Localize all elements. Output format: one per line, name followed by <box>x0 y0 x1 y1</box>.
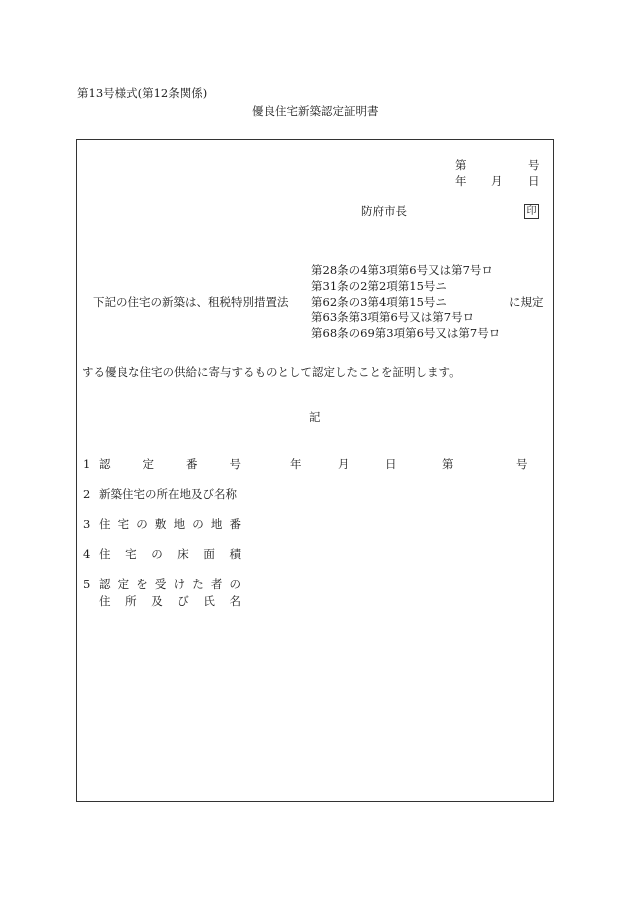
item5-label-char: け <box>173 577 186 591</box>
item5-label-line1 <box>99 579 241 591</box>
form-number: 第13号様式(第12条関係) <box>77 86 208 100</box>
item4-label-char: 住 <box>99 547 111 561</box>
item5-label-char: 名 <box>229 594 241 608</box>
item5-label-char: 受 <box>154 577 167 591</box>
item1-label <box>99 459 241 471</box>
item1-year: 年 <box>290 457 302 471</box>
item3-label-char: の <box>192 517 204 531</box>
issue-number-go: 号 <box>528 158 540 172</box>
law-ref-1: 第28条の4第3項第6号又は第7号ロ <box>311 263 493 277</box>
item3-label-char: 敷 <box>154 517 167 531</box>
item2-number: 2 <box>83 487 91 501</box>
item5-label-line2 <box>99 596 241 608</box>
item3-label-char: 宅 <box>117 517 130 531</box>
item3-number: 3 <box>83 517 91 531</box>
item1-label-char: 定 <box>142 457 154 471</box>
item4-label-char: 床 <box>177 547 189 561</box>
item4-label-char: 面 <box>203 547 215 561</box>
item3-label-char: 地 <box>210 517 223 531</box>
seal-mark: 印 <box>524 204 539 219</box>
item5-number: 5 <box>83 577 91 591</box>
issue-date-year: 年 <box>455 174 467 188</box>
item4-label <box>99 549 241 561</box>
suffix-text: に規定 <box>509 295 544 309</box>
item5-label-char: 所 <box>125 594 137 608</box>
law-ref-5: 第68条の69第3項第6号又は第7号ロ <box>311 326 501 340</box>
issuer-name: 防府市長 <box>361 204 407 218</box>
item2-label: 新築住宅の所在地及び名称 <box>99 487 237 501</box>
item1-number: 1 <box>83 457 91 471</box>
item1-label-char: 番 <box>186 457 198 471</box>
ki-heading: 記 <box>309 410 321 424</box>
issue-date-month: 月 <box>491 174 503 188</box>
item4-label-char: の <box>151 547 163 561</box>
item5-label-char: 認 <box>99 577 111 591</box>
item5-label-char: 及 <box>151 594 163 608</box>
intro-text: 下記の住宅の新築は、租税特別措置法 <box>93 295 289 309</box>
item3-label-char: 地 <box>173 517 186 531</box>
item5-label-char: 者 <box>210 577 223 591</box>
item5-label-char: 定 <box>117 577 130 591</box>
item3-label <box>99 519 241 531</box>
item1-day: 日 <box>385 457 397 471</box>
document-title: 優良住宅新築認定証明書 <box>252 104 379 118</box>
item5-label-char: を <box>136 577 148 591</box>
item1-go: 号 <box>516 457 528 471</box>
item3-label-char: の <box>136 517 148 531</box>
item1-label-char: 号 <box>229 457 241 471</box>
item5-label-char: び <box>177 594 189 608</box>
item5-label-char: た <box>192 577 204 591</box>
item1-dai: 第 <box>442 457 454 471</box>
item1-month: 月 <box>338 457 350 471</box>
item1-label-char: 認 <box>99 457 111 471</box>
item5-label-char: 氏 <box>203 594 215 608</box>
item4-number: 4 <box>83 547 91 561</box>
item5-label-char: 住 <box>99 594 111 608</box>
law-ref-3: 第62条の3第4項第15号ニ <box>311 295 447 309</box>
item5-label-char: の <box>229 577 241 591</box>
law-ref-4: 第63条第3項第6号又は第7号ロ <box>311 310 475 324</box>
issue-date-day: 日 <box>528 174 540 188</box>
law-ref-2: 第31条の2第2項第15号ニ <box>311 279 447 293</box>
item3-label-char: 番 <box>229 517 241 531</box>
closing-sentence: する優良な住宅の供給に寄与するものとして認定したことを証明します。 <box>82 365 461 379</box>
item4-label-char: 積 <box>229 547 241 561</box>
item4-label-char: 宅 <box>125 547 137 561</box>
issue-number-dai: 第 <box>455 158 467 172</box>
item3-label-char: 住 <box>99 517 111 531</box>
